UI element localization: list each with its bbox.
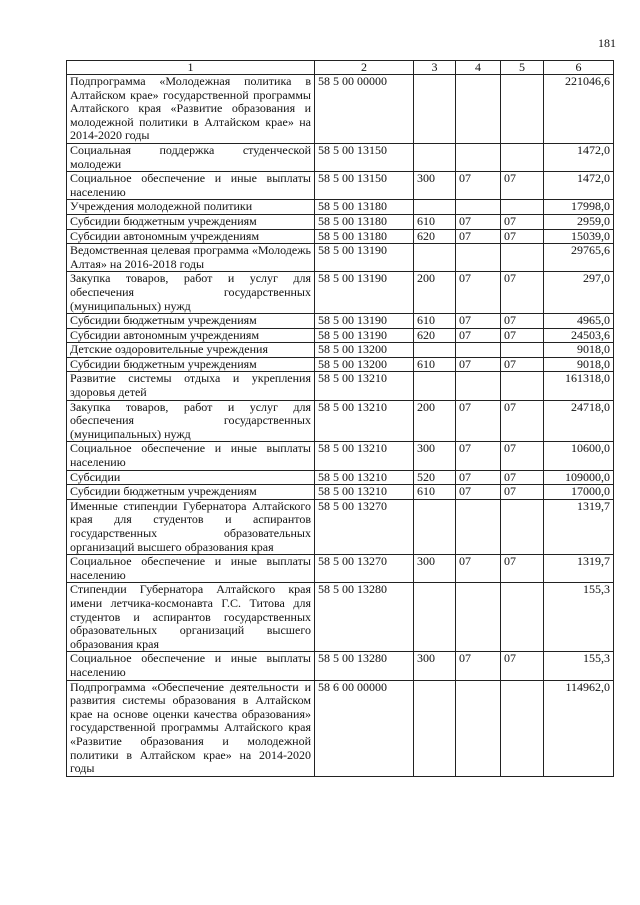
row-section: 07	[456, 272, 501, 314]
row-subsection: 07	[501, 400, 544, 442]
row-name: Закупка товаров, работ и услуг для обеспечения государственных (муниципальных) нужд	[67, 272, 315, 314]
row-subsection	[501, 143, 544, 171]
row-subsection: 07	[501, 214, 544, 229]
row-section	[456, 583, 501, 652]
row-expense-type	[414, 499, 456, 554]
row-subsection: 07	[501, 172, 544, 200]
row-expense-type	[414, 244, 456, 272]
row-expense-type: 620	[414, 328, 456, 343]
row-amount: 161318,0	[544, 372, 614, 400]
row-name: Подпрограмма «Обеспечение деятельности и развития системы образования в Алтайском крае на основе оценки качества образования» государственной программы Алтайского края «Развитие образования и молодежной политики в Алтайском крае» на 2014-2020 годы	[67, 680, 315, 776]
table-row	[67, 372, 614, 400]
row-amount: 4965,0	[544, 314, 614, 329]
table-row	[67, 583, 614, 652]
budget-table	[66, 60, 614, 777]
row-amount: 109000,0	[544, 470, 614, 485]
row-code: 58 5 00 13190	[315, 328, 414, 343]
row-name: Стипендии Губернатора Алтайского края имени летчика-космонавта Г.С. Титова для студентов и аспирантов государственных образовательных организаций высшего образования края	[67, 583, 315, 652]
row-section	[456, 680, 501, 776]
table-row	[67, 555, 614, 583]
row-code: 58 5 00 13280	[315, 652, 414, 680]
table-row	[67, 485, 614, 500]
table-row	[67, 229, 614, 244]
row-subsection: 07	[501, 272, 544, 314]
row-section	[456, 372, 501, 400]
row-amount: 114962,0	[544, 680, 614, 776]
table-row	[67, 214, 614, 229]
header-cell: 2	[315, 61, 414, 75]
row-amount: 1319,7	[544, 555, 614, 583]
table-row	[67, 75, 614, 144]
row-amount: 155,3	[544, 652, 614, 680]
row-expense-type: 610	[414, 357, 456, 372]
row-name: Детские оздоровительные учреждения	[67, 343, 315, 358]
header-cell: 4	[456, 61, 501, 75]
row-name: Субсидии бюджетным учреждениям	[67, 357, 315, 372]
row-section: 07	[456, 470, 501, 485]
row-name: Субсидии бюджетным учреждениям	[67, 314, 315, 329]
row-code: 58 5 00 13190	[315, 244, 414, 272]
row-amount: 17998,0	[544, 200, 614, 215]
row-name: Социальное обеспечение и иные выплаты населению	[67, 172, 315, 200]
row-subsection	[501, 343, 544, 358]
row-expense-type	[414, 372, 456, 400]
row-name: Субсидии	[67, 470, 315, 485]
row-amount: 1472,0	[544, 172, 614, 200]
row-expense-type: 300	[414, 652, 456, 680]
row-amount: 24503,6	[544, 328, 614, 343]
table-body	[67, 61, 614, 777]
row-name: Социальное обеспечение и иные выплаты населению	[67, 652, 315, 680]
row-section	[456, 244, 501, 272]
row-code: 58 5 00 13190	[315, 272, 414, 314]
row-code: 58 5 00 13190	[315, 314, 414, 329]
row-section: 07	[456, 400, 501, 442]
row-amount: 10600,0	[544, 442, 614, 470]
table-row	[67, 244, 614, 272]
table-row	[67, 314, 614, 329]
row-subsection: 07	[501, 229, 544, 244]
row-name: Социальное обеспечение и иные выплаты населению	[67, 555, 315, 583]
row-code: 58 5 00 13180	[315, 214, 414, 229]
row-amount: 221046,6	[544, 75, 614, 144]
row-section: 07	[456, 652, 501, 680]
row-name: Закупка товаров, работ и услуг для обеспечения государственных (муниципальных) нужд	[67, 400, 315, 442]
table-row	[67, 143, 614, 171]
row-section	[456, 75, 501, 144]
row-section: 07	[456, 555, 501, 583]
row-subsection	[501, 372, 544, 400]
row-expense-type	[414, 343, 456, 358]
row-subsection	[501, 680, 544, 776]
row-expense-type: 610	[414, 214, 456, 229]
row-code: 58 5 00 13270	[315, 555, 414, 583]
row-code: 58 5 00 13210	[315, 372, 414, 400]
row-code: 58 5 00 13210	[315, 470, 414, 485]
table-row	[67, 343, 614, 358]
row-expense-type: 300	[414, 442, 456, 470]
row-subsection: 07	[501, 442, 544, 470]
row-section	[456, 499, 501, 554]
table-row	[67, 400, 614, 442]
row-code: 58 5 00 13180	[315, 200, 414, 215]
row-section: 07	[456, 229, 501, 244]
row-name: Социальное обеспечение и иные выплаты населению	[67, 442, 315, 470]
row-expense-type	[414, 75, 456, 144]
table-row	[67, 442, 614, 470]
row-subsection	[501, 499, 544, 554]
table-row	[67, 470, 614, 485]
row-amount: 29765,6	[544, 244, 614, 272]
row-expense-type: 520	[414, 470, 456, 485]
row-subsection: 07	[501, 652, 544, 680]
row-name: Именные стипендии Губернатора Алтайского края для студентов и аспирантов государственных образовательных организаций высшего образования края	[67, 499, 315, 554]
row-amount: 1319,7	[544, 499, 614, 554]
row-expense-type	[414, 143, 456, 171]
header-cell: 3	[414, 61, 456, 75]
row-amount: 24718,0	[544, 400, 614, 442]
row-expense-type: 300	[414, 172, 456, 200]
row-expense-type: 300	[414, 555, 456, 583]
header-row	[67, 61, 614, 75]
table-row	[67, 200, 614, 215]
table-row	[67, 357, 614, 372]
table-row	[67, 272, 614, 314]
row-section: 07	[456, 357, 501, 372]
row-code: 58 5 00 13200	[315, 357, 414, 372]
row-expense-type	[414, 680, 456, 776]
row-section: 07	[456, 328, 501, 343]
header-cell: 1	[67, 61, 315, 75]
row-subsection: 07	[501, 328, 544, 343]
row-amount: 17000,0	[544, 485, 614, 500]
row-section: 07	[456, 214, 501, 229]
row-code: 58 5 00 13180	[315, 229, 414, 244]
row-subsection	[501, 244, 544, 272]
row-section	[456, 143, 501, 171]
row-expense-type	[414, 200, 456, 215]
row-amount: 297,0	[544, 272, 614, 314]
row-amount: 9018,0	[544, 343, 614, 358]
header-cell: 5	[501, 61, 544, 75]
row-expense-type: 610	[414, 485, 456, 500]
row-name: Развитие системы отдыха и укрепления здоровья детей	[67, 372, 315, 400]
row-name: Социальная поддержка студенческой молодежи	[67, 143, 315, 171]
row-expense-type	[414, 583, 456, 652]
row-code: 58 5 00 13210	[315, 400, 414, 442]
row-subsection	[501, 200, 544, 215]
row-section: 07	[456, 442, 501, 470]
row-amount: 9018,0	[544, 357, 614, 372]
row-subsection: 07	[501, 555, 544, 583]
row-section: 07	[456, 314, 501, 329]
row-expense-type: 620	[414, 229, 456, 244]
row-code: 58 5 00 13150	[315, 143, 414, 171]
table-row	[67, 680, 614, 776]
row-amount: 2959,0	[544, 214, 614, 229]
table-row	[67, 172, 614, 200]
row-expense-type: 200	[414, 272, 456, 314]
row-expense-type: 200	[414, 400, 456, 442]
row-code: 58 5 00 13150	[315, 172, 414, 200]
header-cell: 6	[544, 61, 614, 75]
row-code: 58 5 00 13200	[315, 343, 414, 358]
row-subsection	[501, 583, 544, 652]
row-subsection	[501, 75, 544, 144]
row-subsection: 07	[501, 470, 544, 485]
table-row	[67, 499, 614, 554]
table-row	[67, 328, 614, 343]
row-name: Субсидии автономным учреждениям	[67, 229, 315, 244]
row-expense-type: 610	[414, 314, 456, 329]
row-subsection: 07	[501, 314, 544, 329]
row-name: Субсидии бюджетным учреждениям	[67, 214, 315, 229]
row-code: 58 6 00 00000	[315, 680, 414, 776]
row-subsection: 07	[501, 485, 544, 500]
table-row	[67, 652, 614, 680]
row-code: 58 5 00 13270	[315, 499, 414, 554]
row-code: 58 5 00 13210	[315, 485, 414, 500]
row-code: 58 5 00 00000	[315, 75, 414, 144]
row-amount: 1472,0	[544, 143, 614, 171]
row-code: 58 5 00 13280	[315, 583, 414, 652]
row-name: Субсидии бюджетным учреждениям	[67, 485, 315, 500]
row-section: 07	[456, 485, 501, 500]
row-name: Ведомственная целевая программа «Молодежь Алтая» на 2016-2018 годы	[67, 244, 315, 272]
row-name: Субсидии автономным учреждениям	[67, 328, 315, 343]
row-amount: 15039,0	[544, 229, 614, 244]
row-section	[456, 343, 501, 358]
row-section: 07	[456, 172, 501, 200]
row-name: Подпрограмма «Молодежная политика в Алтайском крае» государственной программы Алтайского края «Развитие образования и молодежной политики в Алтайском крае» на 2014-2020 годы	[67, 75, 315, 144]
row-subsection: 07	[501, 357, 544, 372]
row-code: 58 5 00 13210	[315, 442, 414, 470]
row-name: Учреждения молодежной политики	[67, 200, 315, 215]
page-number: 181	[598, 36, 616, 50]
row-amount: 155,3	[544, 583, 614, 652]
row-section	[456, 200, 501, 215]
